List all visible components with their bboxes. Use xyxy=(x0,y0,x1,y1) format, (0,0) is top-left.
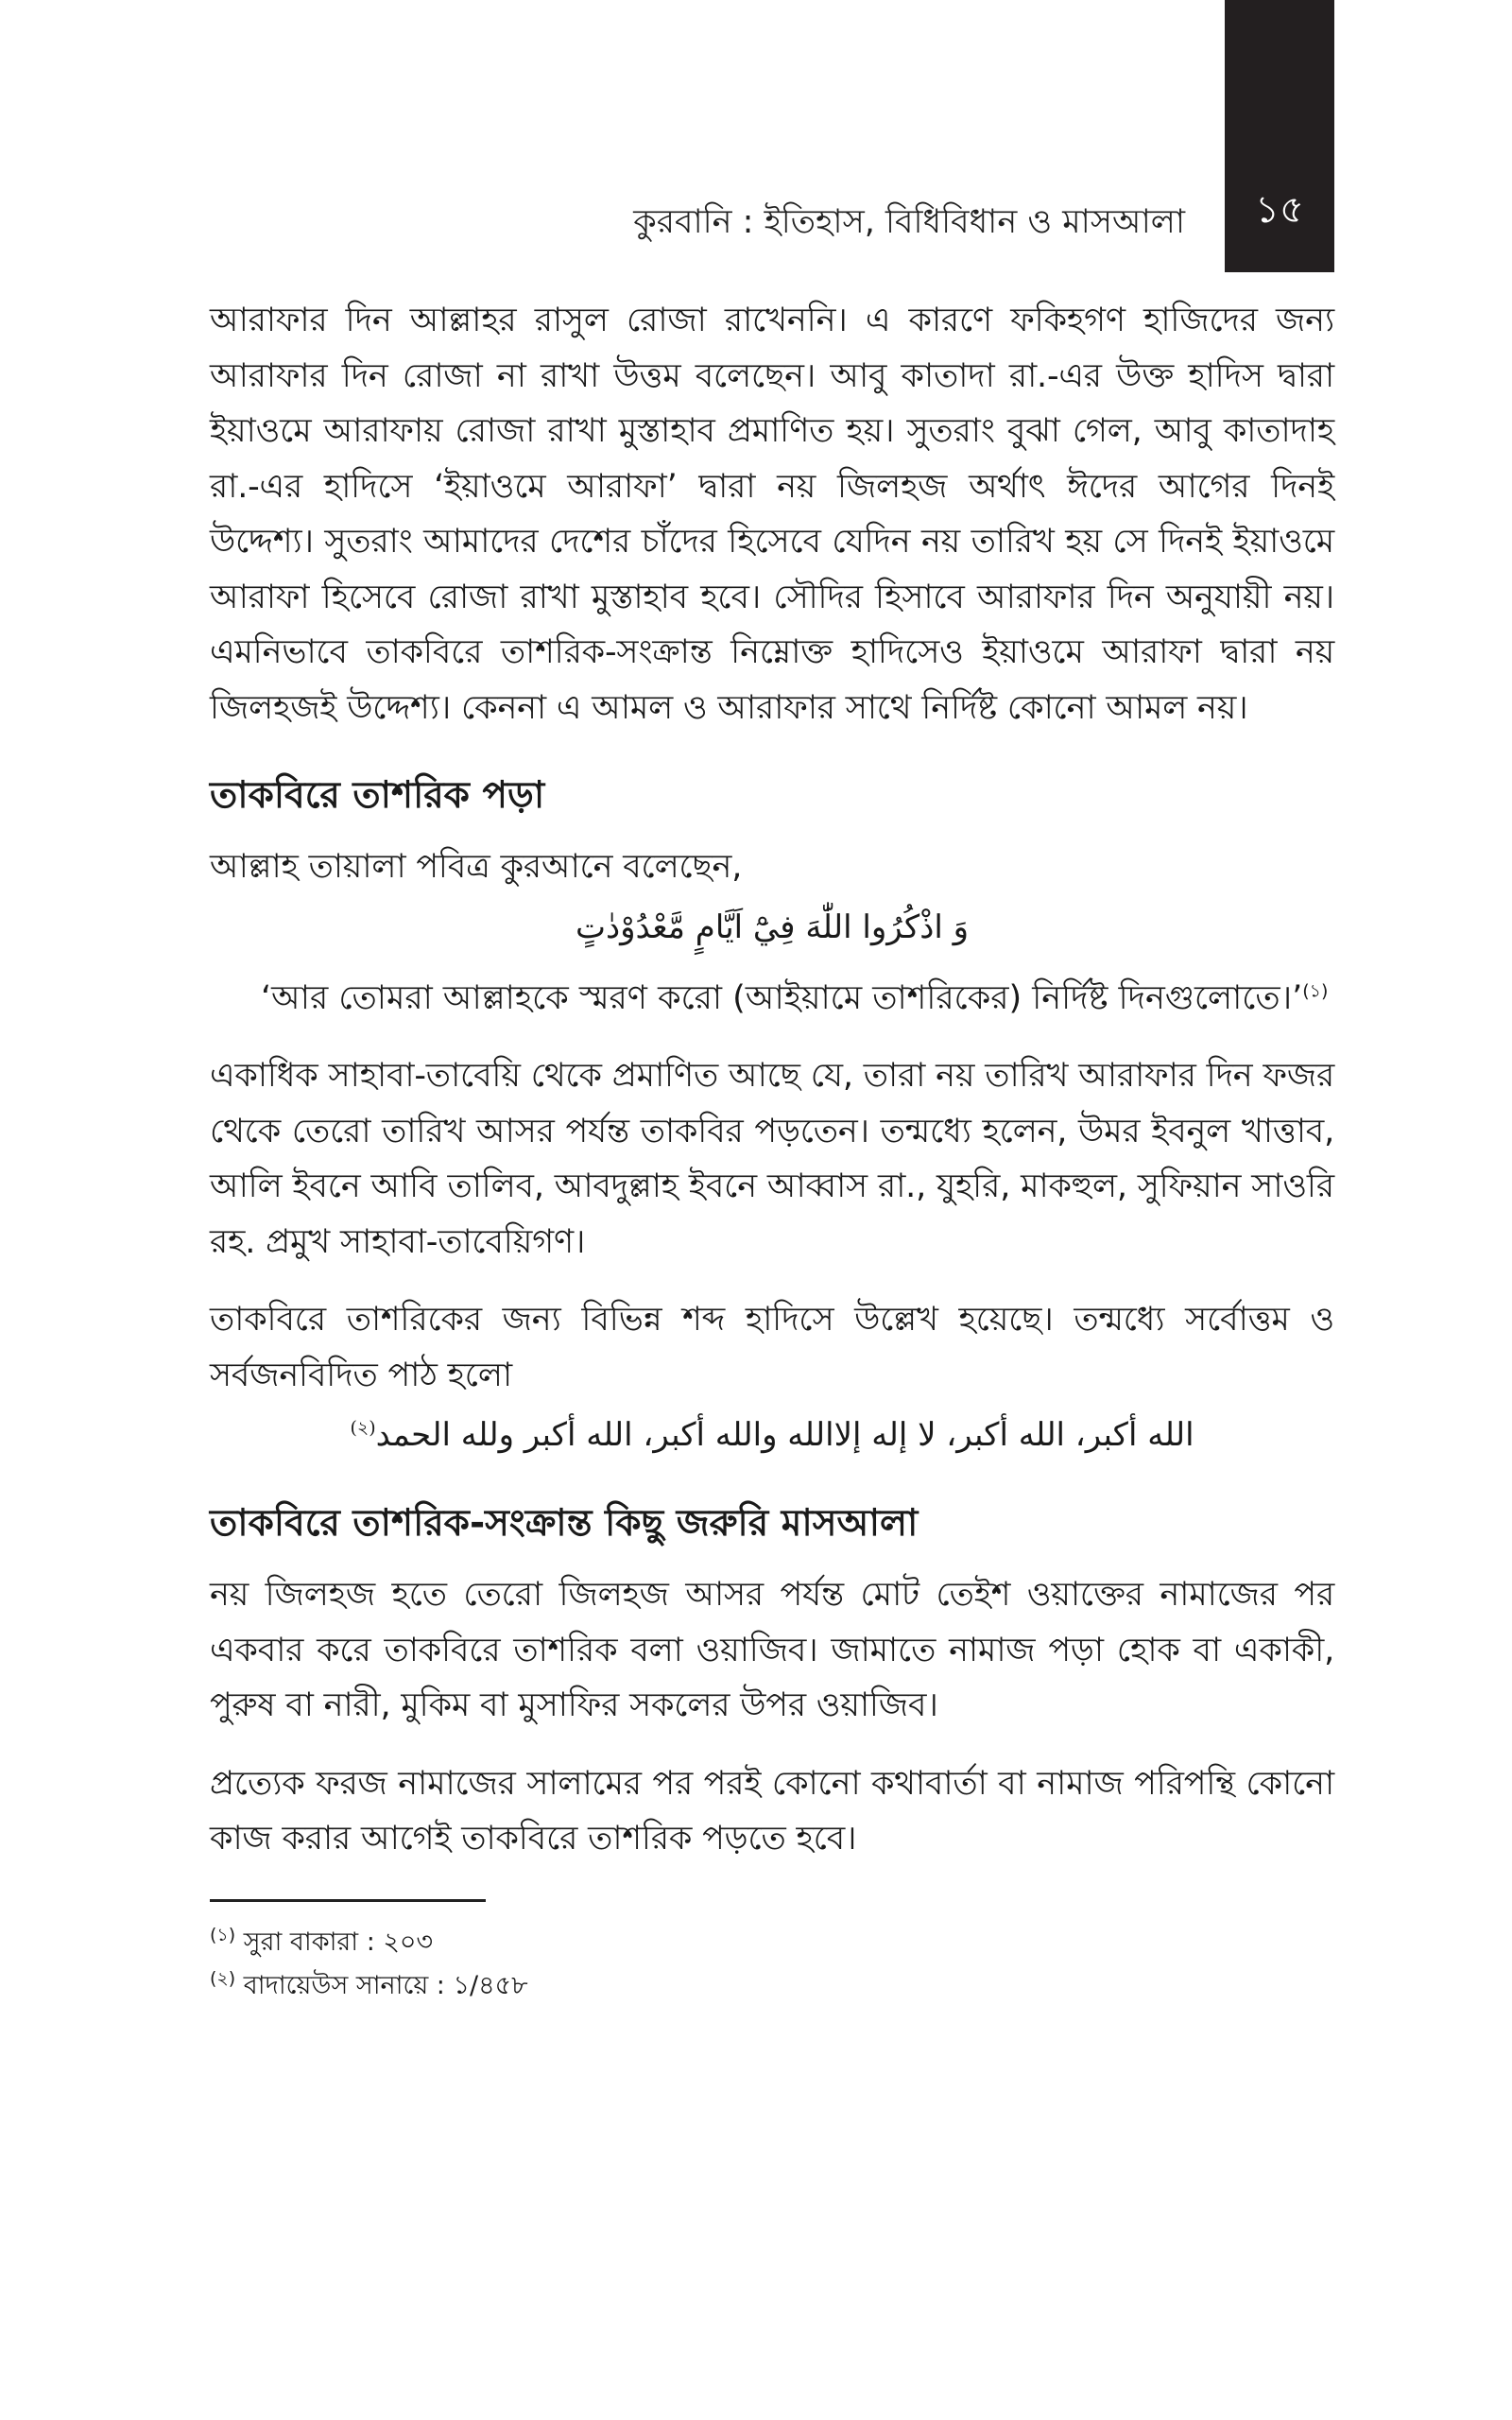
footnote-divider xyxy=(210,1899,486,1902)
paragraph-quran-intro: আল্লাহ তায়ালা পবিত্র কুরআনে বলেছেন, xyxy=(210,848,743,886)
page-number: ১৫ xyxy=(1255,188,1304,232)
paragraph-arafah-fasting: আরাফার দিন আল্লাহর রাসুল রোজা রাখেননি। এ কারণে ফকিহগণ হাজিদের জন্য আরাফার দিন রোজা না রাখা উত্তম বলেছেন। আবু কাতাদা রা.-এর উক্ত হাদিস দ্বারা ইয়াওমে আরাফায় রোজা রাখা মুস্তাহাব প্রমাণিত হয়। সুতরাং বুঝা গেল, আবু কাতাদাহ রা.-এর হাদিসে ‘ইয়াওমে আরাফা’ দ্বারা নয় জিলহজ অর্থাৎ ঈদের আগের দিনই উদ্দেশ্য। সুতরাং আমাদের দেশের চাঁদের হিসেবে যেদিন নয় তারিখ হয় সে দিনই ইয়াওমে আরাফা হিসেবে রোজা রাখা মুস্তাহাব হবে। সৌদির হিসাবে আরাফার দিন অনুযায়ী নয়। এমনিভাবে তাকবিরে তাশরিক-সংক্রান্ত নিম্নোক্ত হাদিসেও ইয়াওমে আরাফা দ্বারা নয় জিলহজই উদ্দেশ্য। কেননা এ আমল ও আরাফার সাথে নির্দিষ্ট কোনো আমল নয়। xyxy=(210,302,1334,727)
paragraph-takbir-wording: তাকবিরে তাশরিকের জন্য বিভিন্ন শব্দ হাদিসে উল্লেখ হয়েছে। তন্মধ্যে সর্বোত্তম ও সর্বজনবিদিত পাঠ হলো xyxy=(210,1301,1334,1394)
footnote-1-text: সুরা বাকারা : ২০৩ xyxy=(243,1927,434,1957)
footnote-1-marker: (১) xyxy=(210,1924,236,1945)
footnote-2 xyxy=(210,1964,1334,2008)
running-header-title: কুরবানি : ইতিহাস, বিধিবিধান ও মাসআলা xyxy=(633,203,1185,241)
verse-translation xyxy=(261,971,1334,1027)
footnote-2-text: বাদায়েউস সানায়ে : ১/৪৫৮ xyxy=(243,1970,528,2000)
footnote-ref-2: (২) xyxy=(350,1417,376,1439)
arabic-quran-verse: وَ اذْكُرُوا اللّٰهَ فِيْٓ اَيَّامٍ مَّعْدُوْدٰتٍ xyxy=(575,908,970,946)
paragraph-companions: একাধিক সাহাবা-তাবেয়ি থেকে প্রমাণিত আছে যে, তারা নয় তারিখ আরাফার দিন ফজর থেকে তেরো তারিখ আসর পর্যন্ত তাকবির পড়তেন। তন্মধ্যে হলেন, উমর ইবনুল খাত্তাব, আলি ইবনে আবি তালিব, আবদুল্লাহ ইবনে আব্বাস রা., যুহরি, মাকহুল, সুফিয়ান সাওরি রহ. প্রমুখ সাহাবা-তাবেয়িগণ। xyxy=(210,1057,1334,1261)
paragraph-wajib-rule: নয় জিলহজ হতে তেরো জিলহজ আসর পর্যন্ত মোট তেইশ ওয়াক্তের নামাজের পর একবার করে তাকবিরে তাশরিক বলা ওয়াজিব। জামাতে নামাজ পড়া হোক বা একাকী, পুরুষ বা নারী, মুকিম বা মুসাফির সকলের উপর ওয়াজিব। xyxy=(210,1576,1334,1724)
page-body xyxy=(210,293,1334,2008)
paragraph-timing-rule: প্রত্যেক ফরজ নামাজের সালামের পর পরই কোনো কথাবার্তা বা নামাজ পরিপন্থি কোনো কাজ করার আগেই তাকবিরে তাশরিক পড়তে হবে। xyxy=(210,1764,1334,1858)
arabic-takbir-text xyxy=(210,1407,1334,1463)
arabic-takbir-phrase: الله أكبر، الله أكبر، لا إله إلاالله والله أكبر، الله أكبر ولله الحمد xyxy=(375,1416,1194,1454)
footnote-2-marker: (২) xyxy=(210,1967,236,1989)
footnote-1 xyxy=(210,1921,1334,1964)
section-heading-masail: তাকবিরে তাশরিক-সংক্রান্ত কিছু জরুরি মাসআলা xyxy=(210,1502,919,1545)
section-heading-takbir-tashriq: তাকবিরে তাশরিক পড়া xyxy=(210,774,545,817)
verse-translation-text: ‘আর তোমরা আল্লাহকে স্মরণ করো (আইয়ামে তাশরিকের) নির্দিষ্ট দিনগুলোতে।’ xyxy=(261,978,1303,1017)
footnote-ref-1: (১) xyxy=(1302,979,1329,1001)
